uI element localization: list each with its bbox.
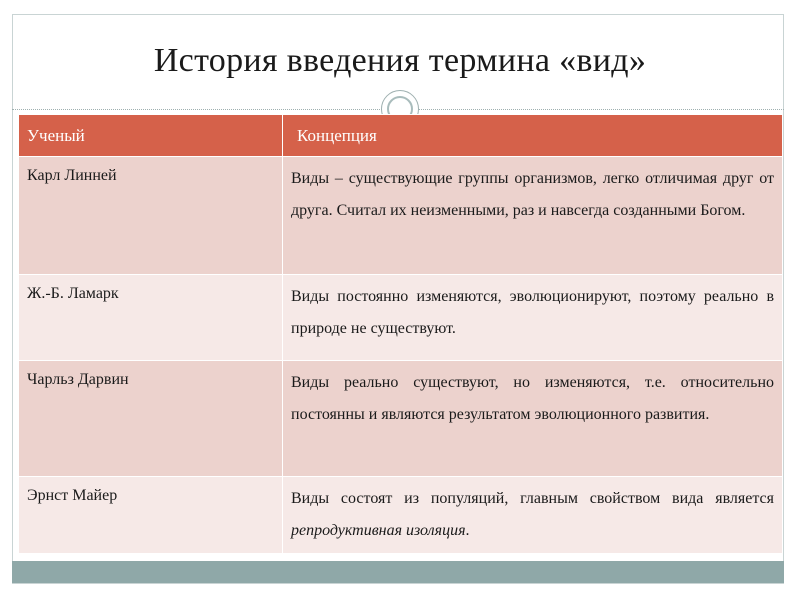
table-row [19, 157, 783, 275]
slide-title: История введения термина «вид» [153, 42, 647, 79]
concept-suffix: . [465, 522, 470, 539]
table-header-row [19, 115, 783, 157]
concept-cell: Виды постоянно изменяются, эволюционируют, поэтому реально в природе не существуют. [283, 275, 783, 361]
concept-cell [283, 477, 783, 554]
bottom-bar [12, 561, 784, 583]
table-row [19, 361, 783, 477]
scientist-cell: Ж.-Б. Ламарк [19, 275, 283, 361]
scientist-cell: Чарльз Дарвин [19, 361, 283, 477]
concept-emphasis: репродуктивная изоляция [291, 522, 466, 539]
header-concept: Концепция [283, 115, 783, 157]
concepts-table [18, 114, 783, 554]
concept-cell: Виды реально существуют, но изменяются, т.е. относительно постоянны и являются результатом эволюционного развития. [283, 361, 783, 477]
header-scientist: Ученый [19, 115, 283, 157]
table-row [19, 477, 783, 554]
concept-cell: Виды – существующие группы организмов, легко отличимая друг от друга. Считал их неизменными, раз и навсегда созданными Богом. [283, 157, 783, 275]
table-row [19, 275, 783, 361]
scientist-cell: Эрнст Майер [19, 477, 283, 554]
scientist-cell: Карл Линней [19, 157, 283, 275]
concept-text: Виды состоят из популяций, главным свойством вида является [291, 490, 774, 507]
